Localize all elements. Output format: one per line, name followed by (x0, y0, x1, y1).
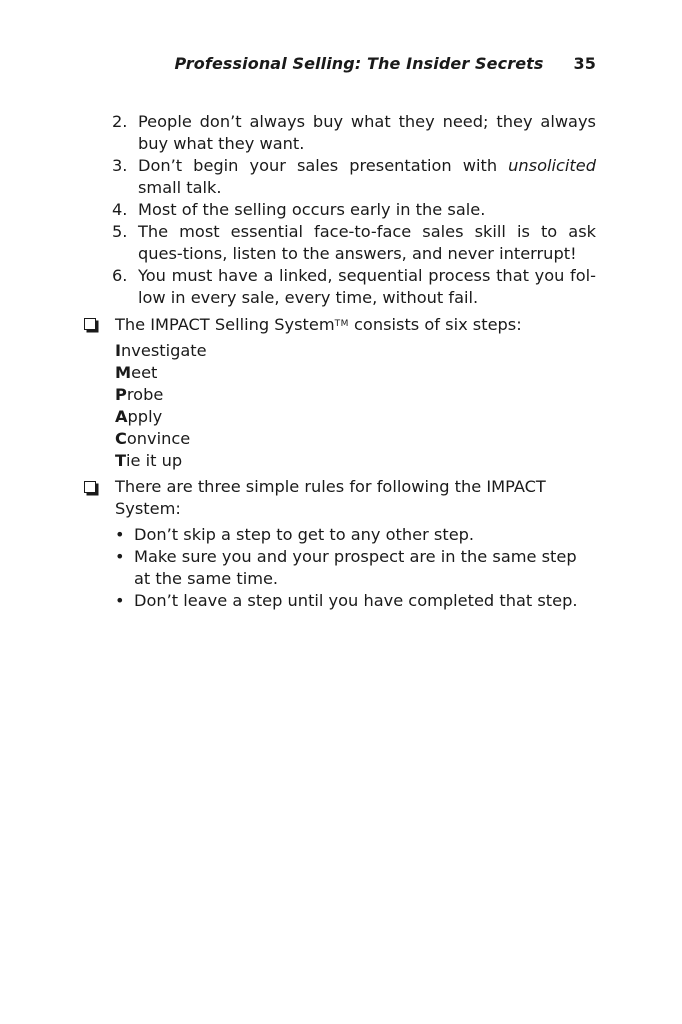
step-initial: A (115, 407, 128, 426)
impact-step (115, 450, 596, 472)
impact-steps-list (115, 340, 596, 472)
item-text: People don’t always buy what they need; they always buy what they want. (138, 112, 596, 153)
step-initial: C (115, 429, 127, 448)
impact-step (115, 384, 596, 406)
checkbox-icon (84, 318, 96, 330)
rules-section (84, 476, 596, 612)
item-text-emphasis: unsolicited (508, 156, 596, 175)
step-initial: M (115, 363, 132, 382)
item-number: 2. (112, 112, 128, 131)
bullet-text: Don’t leave a step until you have completed that step. (134, 591, 578, 610)
list-item (112, 111, 596, 155)
impact-step (115, 428, 596, 450)
impact-system-section (84, 313, 596, 472)
bullet-item (115, 590, 596, 612)
item-text-end: small talk. (138, 178, 222, 197)
page-number: 35 (573, 54, 596, 73)
list-item (112, 265, 596, 309)
bullet-item (115, 546, 596, 590)
page-body (84, 111, 596, 612)
rules-bullet-list (115, 524, 596, 612)
list-item (112, 155, 596, 199)
numbered-list (112, 111, 596, 309)
step-rest: onvince (126, 429, 191, 448)
bullet-text: Don’t skip a step to get to any other step. (134, 525, 475, 544)
checkbox-icon (84, 481, 96, 493)
header-title: Professional Selling: The Insider Secrets (174, 54, 544, 73)
impact-intro-text: The IMPACT Selling System (115, 315, 335, 334)
item-text: The most essential face-to-face sales skill is to ask ques-tions, listen to the answers, and never interrupt! (138, 222, 596, 263)
impact-intro-text-end: consists of six steps: (348, 315, 522, 334)
impact-step (115, 340, 596, 362)
step-rest: ie it up (126, 451, 183, 470)
item-text: You must have a linked, sequential process that you fol-low in every sale, every time, without fail. (138, 266, 596, 307)
step-rest: nvestigate (121, 341, 207, 360)
impact-step (115, 362, 596, 384)
item-number: 3. (112, 156, 128, 175)
step-rest: robe (126, 385, 164, 404)
trademark-symbol: TM (334, 319, 349, 329)
impact-intro (115, 313, 596, 336)
impact-step (115, 406, 596, 428)
bullet-icon: • (115, 547, 125, 566)
item-text-start: Don’t begin your sales presentation with (138, 156, 509, 175)
bullet-icon: • (115, 591, 125, 610)
step-initial: P (115, 385, 127, 404)
list-item (112, 221, 596, 265)
step-rest: eet (131, 363, 158, 382)
list-item (112, 199, 596, 221)
item-number: 6. (112, 266, 128, 285)
rules-intro: There are three simple rules for following the IMPACT System: (115, 477, 546, 518)
bullet-icon: • (115, 525, 125, 544)
step-rest: pply (127, 407, 163, 426)
item-number: 5. (112, 222, 128, 241)
bullet-text: Make sure you and your prospect are in the same step at the same time. (134, 547, 577, 588)
step-initial: T (115, 451, 127, 470)
bullet-item (115, 524, 596, 546)
step-initial: I (115, 341, 122, 360)
running-header (0, 52, 596, 76)
item-number: 4. (112, 200, 128, 219)
item-text: Most of the selling occurs early in the sale. (138, 200, 486, 219)
